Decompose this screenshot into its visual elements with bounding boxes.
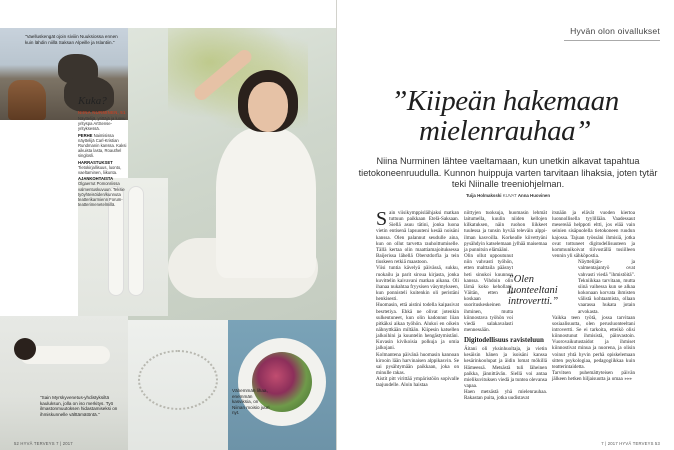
face-shape bbox=[248, 82, 288, 132]
right-folio: 7 | 2017 HYVÄ TERVEYS 53 bbox=[601, 441, 660, 446]
paragraph: Viisi tuntia kävelyä päivässä, sukku, ruokailu ja parit siroua kirjasta, jonka kuvittelin kaivavani matkan aikana. Oli ihanaa nukahtaa fryysisen väsymykseen, kun ponnisteli kuitenkin oli peristäni henkisesti. bbox=[376, 265, 459, 303]
body-shape bbox=[216, 128, 316, 278]
person-head bbox=[14, 338, 36, 360]
kuka-ajankohtaista-text: Olgaerrut Pomonriissa valmentuskuvuun. Teksie työyhteisöiden/kunnuta teatterikarmienn Forum-teatterimenetelmillä. bbox=[78, 181, 125, 208]
kuka-perhe bbox=[78, 133, 128, 159]
paragraph: Haen metsästä yhä mielenrauhaa. Rakastan puita, jotka uudistavat bbox=[464, 389, 547, 402]
paragraph: niittyjen tuoksuja, huomasin lehmät laitumella, kuulin niiden kellojen kilkatuksen, näin ruohon liikkeet tuulessa ja tunsin hyvää televäin alppi-ilman kasvoilla. Korkealle kiivettyäni pysähdyin katselemaan jylhää maisemaa ja punnitsin elämääni. bbox=[464, 210, 547, 253]
paragraph: itsnään ja elävät vuoden kiertoa luonnollisella tyylillään. Vaadessaut mesereää helppoti eltti, jos elää vain seinien sisäpuolella tietokoneen ruudun kajossa. Tajuan työssäni ihmisiä, jotka ovat tottuneet digitodellisuuteen ja kommunikoivat tiiivoställä tosiilleen vennin yli sähköpostia. bbox=[552, 210, 635, 260]
kuka-intro: Näyttelijä, yrittäjä ja luovu yrityspa ArtSense-yrityksessä. bbox=[78, 116, 126, 132]
drop-cap: S bbox=[376, 208, 388, 230]
paragraph bbox=[552, 370, 635, 382]
necklace-photo bbox=[128, 320, 228, 450]
section-rule bbox=[564, 40, 660, 41]
left-folio: 52 HYVÄ TERVEYS 7 | 2017 bbox=[14, 441, 73, 446]
kuka-ajankohtaista bbox=[78, 176, 128, 207]
necklace-chain bbox=[138, 350, 218, 410]
paragraph: Näyttelijän- ja valmentajantyö ovat vahvasti viedä "ihmistöitä". Tekniikkaa tarvitaan, mutta siinä vaihessa kun se alkaa kokonaan korvata ihmisten välistä kohtaamista, ollaan vaarassa hukata jotain arvokasta. bbox=[578, 259, 635, 315]
kuka-harrastukset-text: Tietokirjallisuus, luonto, vaeltaminen, liikunta. bbox=[78, 164, 122, 176]
salad-photo bbox=[228, 320, 337, 450]
kuka-harrastukset bbox=[78, 160, 128, 176]
paragraph: Aistit pitt virittää ympäristöön sopivalle taajuudelle. Aloin haistaa bbox=[376, 376, 459, 389]
continue-arrows-icon: ▸▸▸ bbox=[624, 376, 633, 383]
paragraph bbox=[376, 210, 459, 265]
caption-mountain: "Vaelluskengät ojoin siviiin Nuuksiossa ennen kuin lähdin niillä Saksan Alpeille ja Islantiin." bbox=[25, 34, 118, 45]
kuka-title: Kuka? bbox=[78, 95, 107, 107]
article-headline: ”Kiipeän hakemaan mielenrauhaa” bbox=[391, 85, 619, 147]
kuka-name: NIINA NURMINEN, 51 bbox=[78, 110, 126, 115]
kuka-ajankohtaista-label: AJANKOHTAISTA bbox=[78, 176, 114, 182]
paragraph-text: ain viisikymppisläihjaksi matkan tuttuun paikkaan Etelä-Saksaan. Siellä asuu tätini, jonka luona vietin entisenä lapsuuteni kesää noisäni kanssa. Olen palannut seudulle aina, kun on ollut tarvetta rauhoittumiselle. Tällä kertaa olin maattiamajoituksessa Baijerissa lähellä Oberstdorfia ja tein tiuskeen retkiä maastoon. bbox=[376, 210, 459, 266]
kuka-info-box bbox=[78, 95, 128, 207]
floor-pose-photo bbox=[0, 316, 128, 450]
section-heading: Hyvän olon oivallukset bbox=[570, 26, 660, 36]
paragraph: Huomasin, että aistini todella kaipasivat besrtetiya. Ehkä ne olivat jotenkin sulkeutuneet, kun olin kadonnut liian pitkäksi aikaa työhön. Alukoi en oikein nähnyttkään miltään. Kiipesin katsellen jalkoihini ja kuuntelin hengästymistäni. Kuvasin kivikoisia polkuja ja omia jalkojani. bbox=[376, 302, 459, 352]
hiking-boots bbox=[8, 80, 46, 120]
paragraph: Kolmantena päivänä huomasin kannoan kirooin lään harvinaisen alppikasvin. Se sai pysähtymään paikkaan, joka on minulle rakas. bbox=[376, 351, 459, 377]
paragraph: Olin ollut uppoutunut niin vahvasti työhön, etten malttaila pääsnyt heti sinukoi kuunnon kanssa. Vihdoin olin lärnä koko kehollani. Väitän, etten ole koskaan suorituskeskeinen ihminen, mutta kiinnostava työhön voi viedä salakavalasti mennessään. bbox=[464, 253, 513, 333]
byline-author: Tuija Holmaksski bbox=[465, 193, 502, 198]
leg-right bbox=[128, 186, 144, 296]
paragraph: Äitani oli yksinhuoltaja, ja vietin kesäisin hänen ja isoisäni kanssa kesärinkoolupat ja äidin lomat mökillä Hämeessä. Metsästä tuli läheinen paikka, jännittävän. Siellä voi antaa mielikuvituksen viedä ja tuntea olevansa vapaa. bbox=[464, 346, 547, 390]
pull-quote: ”Olen luonteeltani introvertti.” bbox=[508, 274, 559, 307]
byline-photographer: Anna Huovinen bbox=[517, 193, 551, 198]
caption-salad: Vähemmän lihaa, enemmän kasviksia, on Niinan moisio juuri nyt. bbox=[232, 388, 270, 416]
kuka-harrastukset-label: HARRASTUKSET bbox=[78, 159, 113, 165]
paragraph: Vaikka teen työtä, jossa tarvitaan sosiaalisuutta, olen perusluonteeltani introvertti. Se ei tarkoita, etteikö olisi kiinnostunut ihmisistä, päinvastoin. Vuorovaikutustaidot ja ihmiset kiinnostivat minua ja nuorena, ja olisin voinut yhtä hyvin perhä opiskelemaan sitten psykologiaa, pedagogiikkaa kuin teatterintaidetta. bbox=[552, 314, 635, 370]
kuka-perhe-label: PERHE bbox=[78, 132, 93, 138]
caption-floor: "Sain Myrskyvenetus-yhdistyksiltä kauluksun, jolla on iso merkitys. Työ ilmastonmuutoksen hidastamiseksi on ihmiskunnelle välttämätöntä." bbox=[40, 395, 118, 417]
article-column-1 bbox=[376, 210, 459, 389]
article-subhead: Digitodellisuus ravisteluun bbox=[464, 336, 544, 345]
kuka-perhe-text: Naimisissa näyttelijä Carl-Kristian Rundmanin kanssa. Kaksi aikuista lasta, Roauthel singlosli. bbox=[78, 132, 127, 159]
article-byline bbox=[358, 193, 658, 198]
byline-photo-label: KUVAT bbox=[502, 193, 517, 198]
article-lead: Niina Nurminen lähtee vaeltamaan, kun unetkin alkavat tapahtua tietokoneenruudulla. Kunnon huippuja varten tarvitaan lihaksia, joten tytär teki Niinalle treeniohjelman. bbox=[358, 156, 658, 190]
article-column-3 bbox=[552, 210, 635, 382]
paragraph-text: Tarvitsen puhemättyteisen päivän jälkeen hetken hiljaisuutta ja omaa bbox=[552, 370, 635, 383]
